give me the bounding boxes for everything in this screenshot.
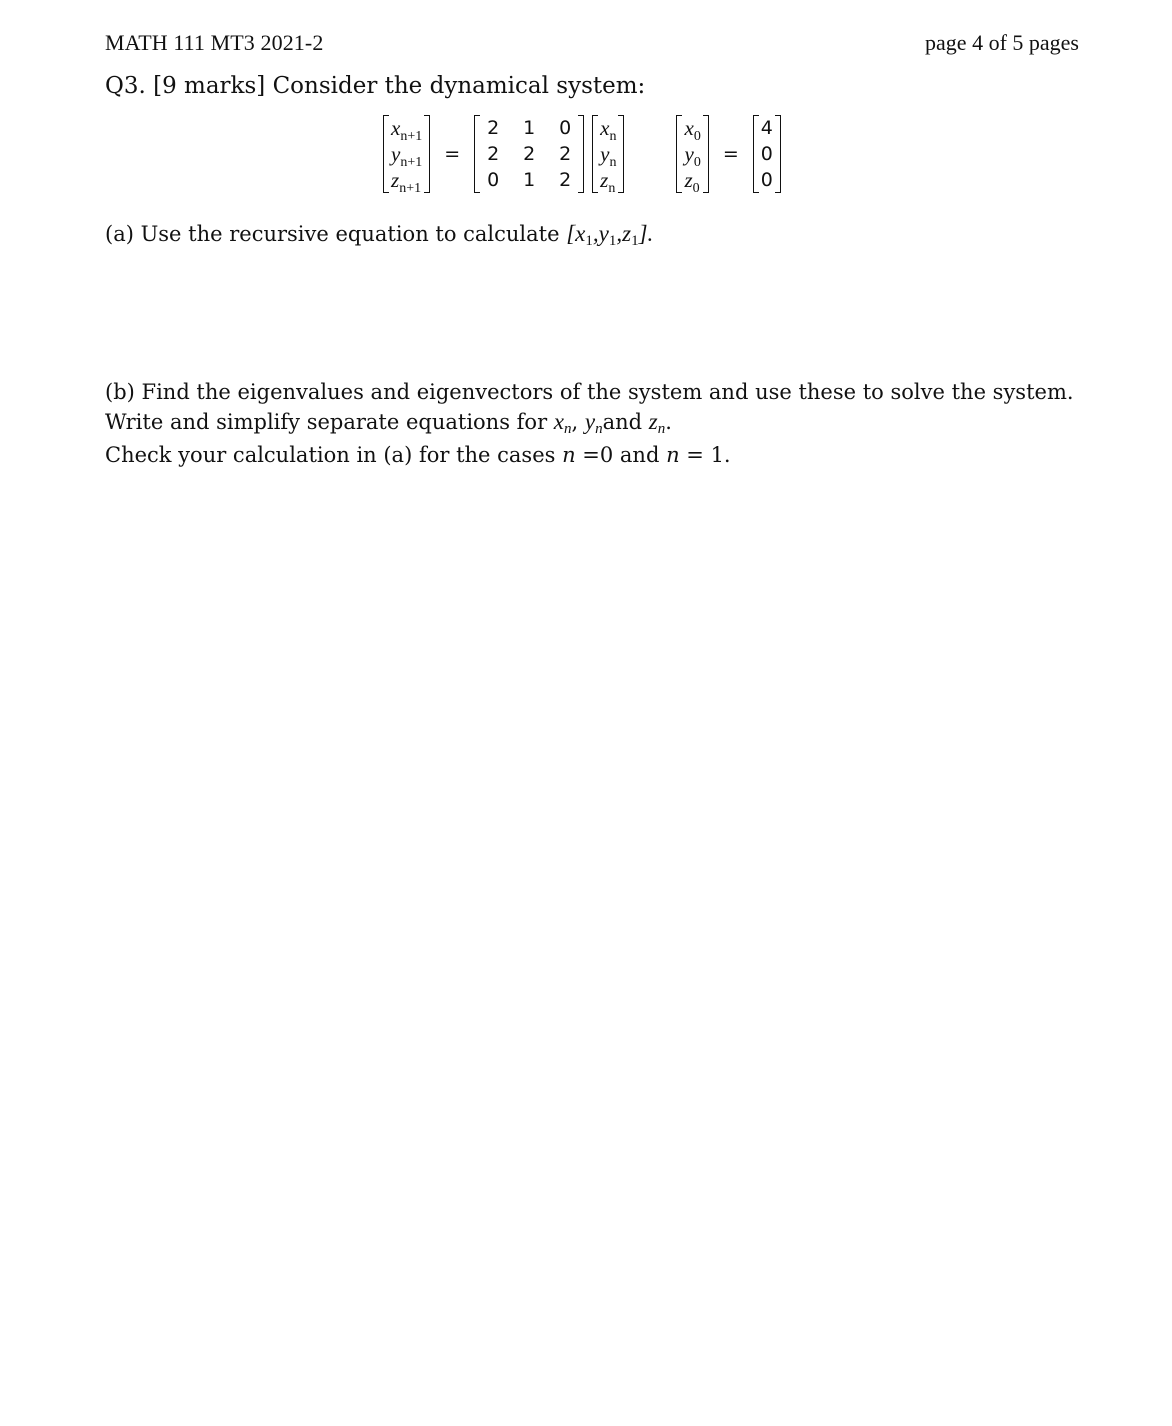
- and-text: and: [602, 410, 649, 434]
- right-bracket: [703, 115, 709, 193]
- part-b-line2: [105, 407, 1074, 440]
- matrix-cell: 0: [487, 169, 500, 191]
- rhs-vector: [592, 115, 624, 196]
- init-y: $y_0$: [684, 141, 701, 170]
- matrix-cell: 2: [487, 117, 500, 139]
- part-b-line1: (b) Find the eigenvalues and eigenvectors of the system and use these to solve the system.: [105, 380, 1074, 404]
- right-bracket: [618, 115, 624, 193]
- part-b-line3: [105, 440, 1074, 470]
- part-b-line3-end: = 1.: [679, 443, 731, 467]
- part-b-line2-text: Write and simplify separate equations for: [105, 410, 554, 434]
- matrix-cell: 2: [559, 169, 572, 191]
- right-bracket: [424, 115, 430, 193]
- initial-values-vector: [753, 115, 781, 193]
- equals-sign-initial: =: [722, 143, 739, 165]
- matrix-cell: 2: [487, 143, 500, 165]
- matrix-cell: 1: [523, 169, 536, 191]
- z1: z1: [622, 221, 639, 249]
- dynamical-system-equation: [383, 115, 781, 196]
- part-a: [105, 219, 653, 252]
- right-bracket: [578, 115, 584, 193]
- right-bracket: [775, 115, 781, 193]
- yn: yn: [584, 409, 603, 437]
- page-indicator: page 4 of 5 pages: [925, 30, 1079, 55]
- part-b-line3-text: Check your calculation in (a) for the cases: [105, 443, 563, 467]
- lhs-z: $z_{n+1}$: [391, 167, 422, 196]
- init-x: $x_0$: [684, 115, 701, 144]
- zn: zn: [648, 409, 666, 437]
- xn: xn: [553, 409, 572, 437]
- comma: ,: [616, 221, 623, 246]
- initial-value: 4: [760, 117, 773, 139]
- lhs-x: $x_{n+1}$: [391, 115, 423, 144]
- comma: ,: [592, 221, 599, 246]
- lhs-vector: [383, 115, 430, 196]
- course-header: MATH 111 MT3 2021-2: [105, 30, 324, 55]
- n-variable: n: [562, 443, 576, 467]
- initial-value: 0: [760, 143, 773, 165]
- comma: ,: [571, 410, 585, 434]
- equals-sign: =: [444, 143, 461, 165]
- rhs-x: $x_n$: [600, 115, 617, 144]
- part-a-close: ].: [638, 221, 654, 246]
- matrix-cell: 2: [523, 143, 536, 165]
- question-title: Q3. [9 marks] Consider the dynamical system:: [105, 73, 646, 99]
- initial-vector: [676, 115, 708, 196]
- y1: y1: [598, 221, 617, 249]
- part-a-text: (a) Use the recursive equation to calculate: [105, 222, 567, 246]
- n-variable: n: [666, 443, 680, 467]
- rhs-z: $z_n$: [600, 167, 616, 196]
- period: .: [665, 410, 672, 434]
- matrix-cell: 2: [559, 143, 572, 165]
- part-b: [105, 377, 1074, 470]
- matrix-cell: 1: [523, 117, 536, 139]
- rhs-y: $y_n$: [600, 141, 617, 170]
- part-a-open: [: [566, 221, 576, 246]
- matrix-cell: 0: [559, 117, 572, 139]
- initial-value: 0: [760, 169, 773, 191]
- coefficient-matrix: [474, 115, 584, 193]
- x1: x1: [575, 221, 593, 249]
- part-b-line3-mid: =0 and: [575, 443, 667, 467]
- lhs-y: $y_{n+1}$: [391, 141, 423, 170]
- init-z: $z_0$: [684, 167, 700, 196]
